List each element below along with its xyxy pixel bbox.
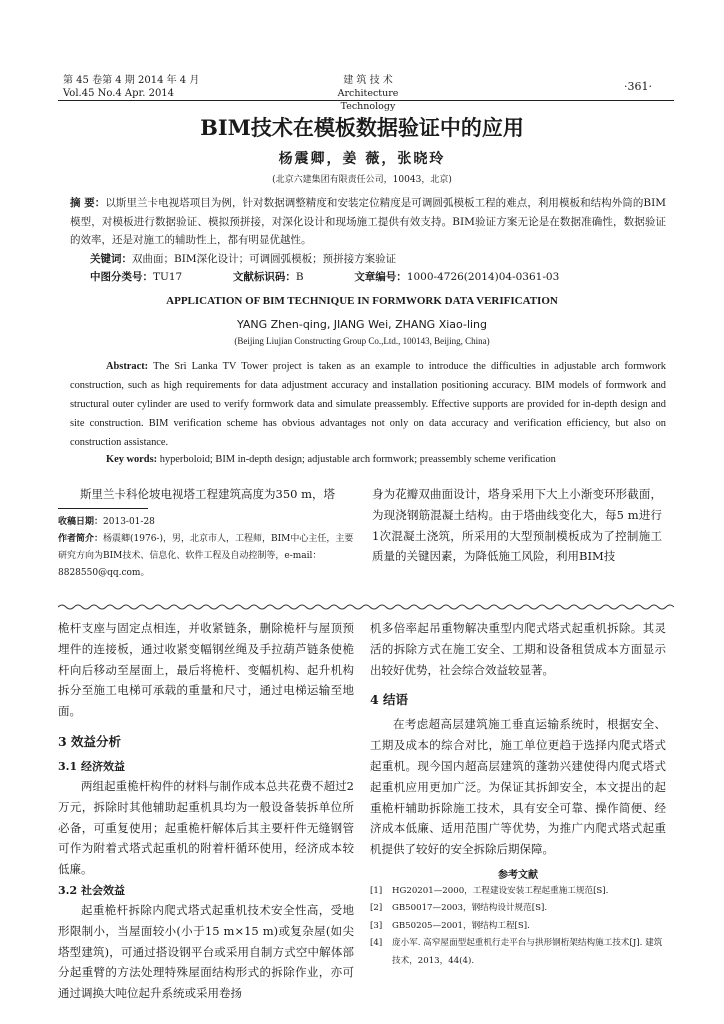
- doc-code-label: 文献标识码：: [232, 271, 296, 283]
- section-heading-4: 4 结语: [370, 692, 409, 708]
- volume-cn: 第 45 卷第 4 期 2014 年 4 月: [63, 75, 200, 86]
- abstract-en-label: Abstract:: [106, 361, 149, 372]
- references-list: [370, 883, 666, 971]
- paragraph: 机多倍率起吊重物解决重型内爬式塔式起重机拆除。其灵活的拆除方式在施工安全、工期和设备租赁成本方面显示出较好优势，社会综合效益较显著。: [370, 621, 666, 677]
- english-affiliation: (Beijing Liujian Constructing Group Co.,Ltd., 100143, Beijing, China): [234, 336, 490, 346]
- paragraph: 起重桅杆拆除内爬式塔式起重机技术安全性高，受地形限制小，当屋面较小(小于15 m×15 m)或复杂屋(如尖塔型建筑)，可通过搭设钢平台或采用自制方式空中解体部分起重臂的方法处理特殊屋面结构形式的拆除作业，亦可通过调换大吨位起升系统或采用卷扬: [58, 902, 354, 1001]
- received-date: [58, 514, 354, 531]
- page-number: ·361·: [624, 80, 652, 93]
- keywords-cn-label: 关键词：: [90, 253, 132, 265]
- header-center: [318, 74, 418, 113]
- keywords-en-text: hyperboloid; BIM in-depth design; adjustable arch formwork; preassembly scheme verification: [159, 454, 556, 465]
- keywords-cn: [90, 250, 666, 269]
- reference-number: [1]: [370, 885, 383, 896]
- abstract-cn-text: 以斯里兰卡电视塔项目为例，针对数据调整精度和安装定位精度是可调圆弧模板工程的难点，利用模板和结构外筒的BIM模型，对模板进行数据验证、模拟预拼接，对深化设计和现场施工提供有效支持。BIM验证方案无论是在数据准确性，数据验证的效率，还是对施工的辅助性上，都有明显优越性。: [70, 197, 666, 246]
- keywords-en-label: Key words:: [106, 454, 158, 465]
- english-title: APPLICATION OF BIM TECHNIQUE IN FORMWORK DATA VERIFICATION: [166, 295, 558, 307]
- journal-cn: 建 筑 技 术: [343, 75, 393, 86]
- references-title: 参考文献: [498, 869, 538, 881]
- reference-text: HG20201—2000，工程建设安装工程起重施工规范[S].: [392, 885, 609, 896]
- reference-item: [370, 883, 666, 901]
- abstract-cn-label: 摘 要：: [70, 197, 106, 209]
- lower-right-column: [370, 618, 666, 970]
- affiliation: (北京六建集团有限责任公司，10043，北京): [272, 175, 452, 185]
- clc-label: 中图分类号：: [90, 271, 153, 283]
- paper-title: BIM技术在模板数据验证中的应用: [200, 115, 524, 140]
- paragraph: 桅杆支座与固定点相连，并收紧链条，删除桅杆与屋顶预埋件的连接板，通过收紧变幅钢丝绳及手拉葫芦链条使桅杆向后移动至屋面上，最后将桅杆、变幅机构、起升机构拆分至施工电梯可承载的重量和尺寸，通过电梯运输至地面。: [58, 621, 354, 719]
- footnote: [58, 514, 354, 582]
- reference-item: [370, 935, 666, 970]
- paragraph: 在考虑超高层建筑施工垂直运输系统时，根据安全、工期及成本的综合对比，施工单位更趋于选择内爬式塔式起重机。现今国内超高层建筑的蓬勃兴建使得内爬式塔式起重机应用更加广泛。为保证其拆卸安全，本文提出的起重桅杆辅助拆除施工技术，具有安全可靠、操作简便、经济成本低廉、适用范围广等优势，为推广内爬式塔式起重机提供了较好的安全拆除后期保障。: [370, 717, 666, 857]
- reference-number: [2]: [370, 903, 383, 914]
- lower-left-column: [58, 618, 354, 1004]
- footnote-rule: [58, 508, 148, 509]
- abstract-en-text: The Sri Lanka TV Tower project is taken as an example to introduce the difficulties in adjustable arch formwork construction, such as high requirements for data adjustment accuracy and installation positioning accuracy. BIM models of formwork and structural outer cylinder are used to verify formwork data and simulate preassembly. Effective supports are provided for in-depth design and site construction. BIM verification scheme has obvious advantages not only on data accuracy and verification efficiency, but also on construction assistance.: [70, 361, 666, 448]
- section-heading-3-2: 3.2 社会效益: [58, 883, 125, 897]
- paragraph: 两组起重桅杆构件的材料与制作成本总共花费不超过2万元，拆除时其他辅助起重机具均为一般设备装拆单位所必备，可重复使用；起重桅杆解体后其主要杆件无缝钢管可作为附着式塔式起重机的附着杆循环使用，经济成本较低廉。: [58, 778, 354, 877]
- clc-value: TU17: [153, 271, 183, 283]
- reference-item: [370, 918, 666, 936]
- reference-item: [370, 900, 666, 918]
- abstract-en: [70, 357, 666, 452]
- keywords-en: [106, 451, 666, 470]
- reference-number: [3]: [370, 920, 383, 931]
- reference-text: GB50205—2001，钢结构工程[S].: [392, 920, 530, 931]
- keywords-cn-text: 双曲面；BIM深化设计；可调圆弧模板；预拼接方案验证: [132, 253, 397, 265]
- english-authors: YANG Zhen-qing, JIANG Wei, ZHANG Xiao-ling: [236, 318, 488, 331]
- article-no-label: 文章编号：: [354, 271, 407, 283]
- reference-text: 庞小军. 高窄屋面型起重机行走平台与拱形钢桁架结构施工技术[J]. 建筑技术，2013，44(4).: [392, 938, 663, 966]
- abstract-cn: [70, 194, 666, 250]
- classification-line: [90, 268, 666, 287]
- header-left: [63, 74, 199, 100]
- reference-text: GB50017—2003，钢结构设计规范[S].: [392, 903, 548, 914]
- wavy-separator: [58, 603, 674, 611]
- intro-right: 身为花瓣双曲面设计，塔身采用下大上小渐变环形截面，为现浇钢筋混凝土结构。由于塔曲线变化大，每5 m进行1次混凝土浇筑，所采用的大型预制模板成为了控制施工质量的关键因素，为降低施工风险，利用BIM技: [372, 487, 662, 564]
- author-bio-text: 杨震卿(1976-)，男，北京市人，工程师，BIM中心主任，主要研究方向为BIM技术、信息化、软件工程及自动控制等，e-mail：8828550@qq.com。: [58, 534, 354, 578]
- author-bio-label: 作者简介：: [58, 534, 104, 544]
- journal-en: Architecture Technology: [337, 88, 399, 112]
- received-label: 收稿日期：: [58, 517, 104, 527]
- volume-en: Vol.45 No.4 Apr. 2014: [63, 88, 175, 99]
- authors: 杨震卿，姜 薇，张晓玲: [278, 151, 446, 167]
- author-bio: [58, 531, 354, 582]
- reference-number: [4]: [370, 938, 383, 949]
- header-rule: [58, 100, 674, 101]
- section-heading-3-1: 3.1 经济效益: [58, 759, 125, 773]
- received-value: 2013-01-28: [103, 517, 155, 527]
- section-heading-3: 3 效益分析: [58, 733, 122, 749]
- doc-code-value: B: [295, 271, 304, 283]
- article-no-value: 1000-4726(2014)04-0361-03: [406, 271, 560, 283]
- intro-left: 斯里兰卡科伦坡电视塔工程建筑高度为350 m，塔: [80, 487, 336, 501]
